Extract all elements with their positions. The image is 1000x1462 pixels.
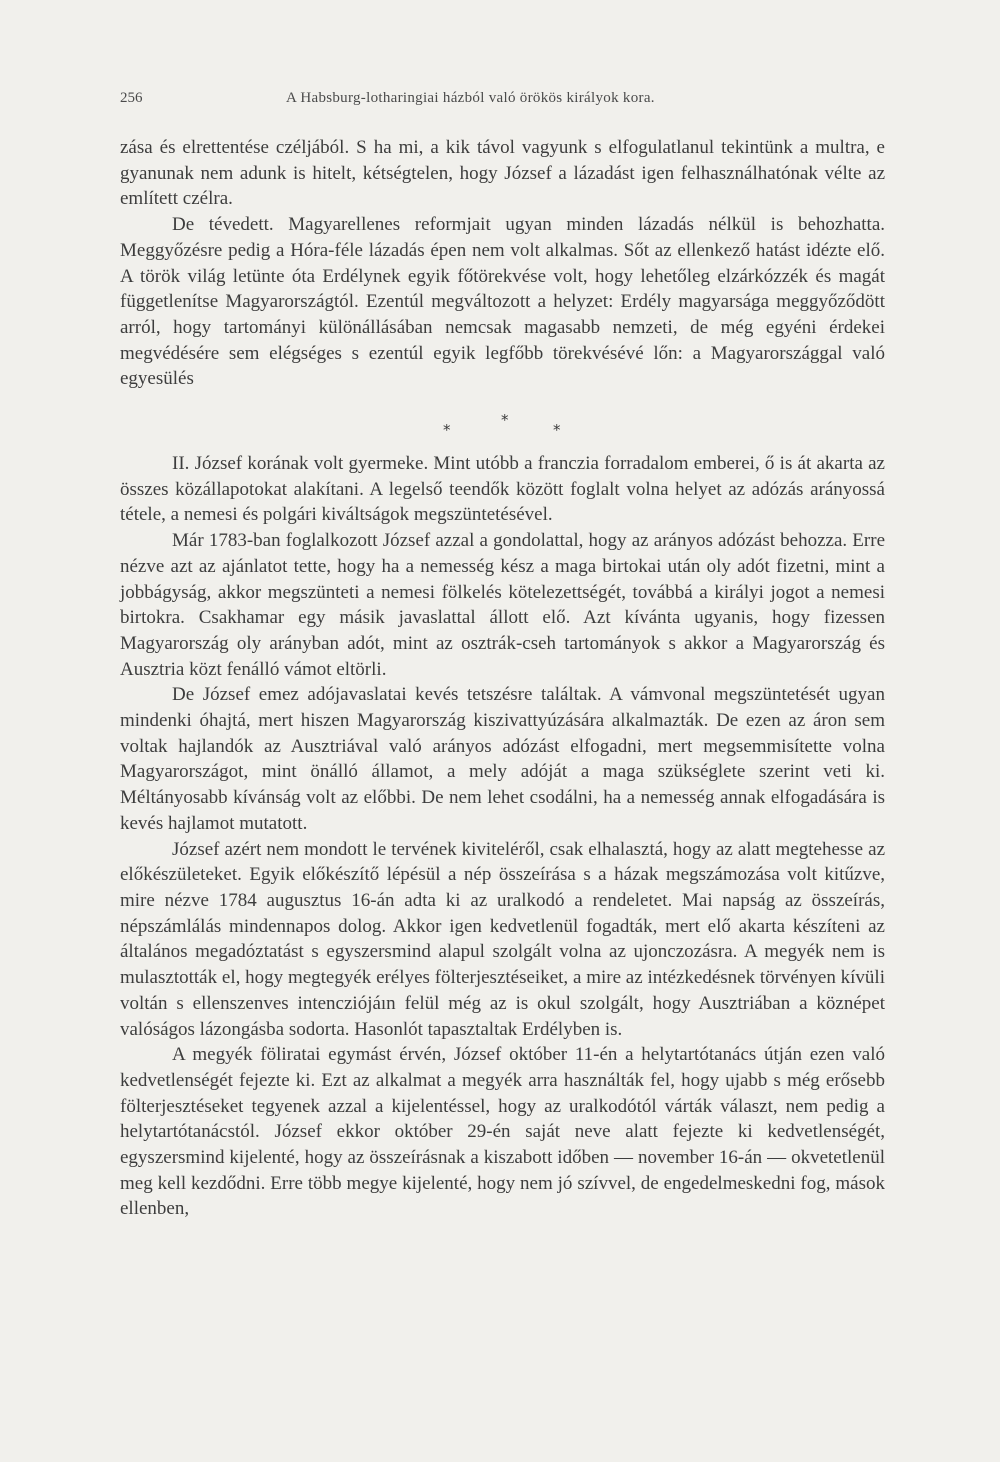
paragraph: zása és elrettentése czéljából. S ha mi, a kik távol vagyunk s elfogulatlanul tekintünk a multra, e gyanunak nem adunk is hitelt, kétségtelen, hogy József a lázadást igen felhasználhatónak vélte az említett czélra. — [120, 137, 885, 210]
body-text — [120, 135, 885, 1222]
paragraph: Már 1783-ban foglalkozott József azzal a gondolattal, hogy az arányos adózást behozza. Erre nézve azt az ajánlatot tette, hogy ha a nemesség kész a maga birtokai után oly adót fizetni, mint a jobbágyság, akkor megszünteti a nemesi fölkelés kötelezettségét, továbbá a királyi jogot a nemesi birtokra. Csakhamar egy másik javaslattal állott elő. Azt kívánta ugyanis, hogy fizessen Magyarország oly arányban adót, mint az osztrák-cseh tartományok s akkor a Magyarország és Ausztria közt fenálló vámot eltörli. — [120, 530, 885, 680]
paragraph: De József emez adójavaslatai kevés tetszésre találtak. A vámvonal megszüntetését ugyan mindenki óhajtá, mert hiszen Magyarország kiszivattyúzására alkalmazták. De ezen az áron sem voltak hajlandók az Ausztriával való arányos adózást elfogadni, mert megsemmisítette volna Magyarországot, mint önálló államot, a mely adóját a maga szükséglete szerint veti ki. Méltányosabb kívánság volt az előbbi. De nem lehet csodálni, ha a nemesség annak elfogadására is kevés hajlamot mutatott. — [120, 684, 885, 834]
page-number: 256 — [120, 90, 143, 106]
running-title: A Habsburg-lotharingiai házból való örökös királyok kora. — [286, 90, 655, 106]
section-separator — [120, 392, 885, 451]
separator-star: * — [443, 421, 451, 440]
paragraph: De tévedett. Magyarellenes reformjait ugyan minden lázadás nélkül is behozhatta. Meggyőzésre pedig a Hóra-féle lázadás épen nem volt alkalmas. Sőt az ellenkező hatást idézte elő. A török világ letünte óta Erdélynek egyik főtörekvése volt, hogy lehetőleg elzárkózzék és magát függetlenítse Magyarországtól. Ezentúl megváltozott a helyzet: Erdély magyarsága meggyőződött arról, hogy tartományi különállásában nemcsak magasabb nemzeti, de még egyéni érdekei megvédésére sem elégséges s ezentúl egyik legfőbb törekvésévé lőn: a Magyarországgal való egyesülés — [120, 214, 885, 390]
separator-star: * — [553, 421, 561, 440]
paragraph: A megyék föliratai egymást érvén, József október 11-én a helytartótanács útján ezen való kedvetlenségét fejezte ki. Ezt az alkalmat a megyék arra használták fel, hogy ujabb s még erősebb fölterjesztéseket tegyenek azzal a kijelentéssel, hogy az uralkodótól várták választ, nem pedig a helytartótanácstól. József ekkor október 29-én saját neve alatt fejezte ki kedvetlenségét, egyszersmind kijelenté, hogy az összeírásnak a kiszabott időben — november 16-án — okvetetlenül meg kell kezdődni. Erre több megye kijelenté, hogy nem jó szívvel, de engedelmeskedni fog, mások ellenben, — [120, 1044, 885, 1220]
paragraph: József azért nem mondott le tervének kiviteléről, csak elhalasztá, hogy az alatt megtehesse az előkészületeket. Egyik előkészítő lépésül a nép összeírása s a házak megszámozása volt kitűzve, mire nézve 1784 augusztus 16-án adta ki az uralkodó a rendeletet. Mai napság az összeírás, népszámlálás mindennapos dolog. Akkor igen kedvetlenül fogadták, mert elő akarta készíteni az általános megadóztatást s egyszersmind alapul szolgált volna az ujonczozásra. A megyék nem is mulasztották el, hogy megtegyék erélyes fölterjesztéseiket, a mire az intézkedésnek törvényen kívüli voltán s ellenszenves intencziójáın felül még az is okul szolgált, hogy Ausztriában a köznépet valóságos lázongásba sodorta. Hasonlót tapasztaltak Erdélyben is. — [120, 838, 885, 1040]
page-header — [120, 90, 885, 114]
paragraph: II. József korának volt gyermeke. Mint utóbb a franczia forradalom emberei, ő is át akarta az összes közállapotokat alakítani. A legelső teendők között foglalt volna helyet az adózás arányossá tétele, a nemesi és polgári kiváltságok megszüntetésével. — [120, 453, 885, 526]
separator-star: * — [501, 411, 509, 430]
